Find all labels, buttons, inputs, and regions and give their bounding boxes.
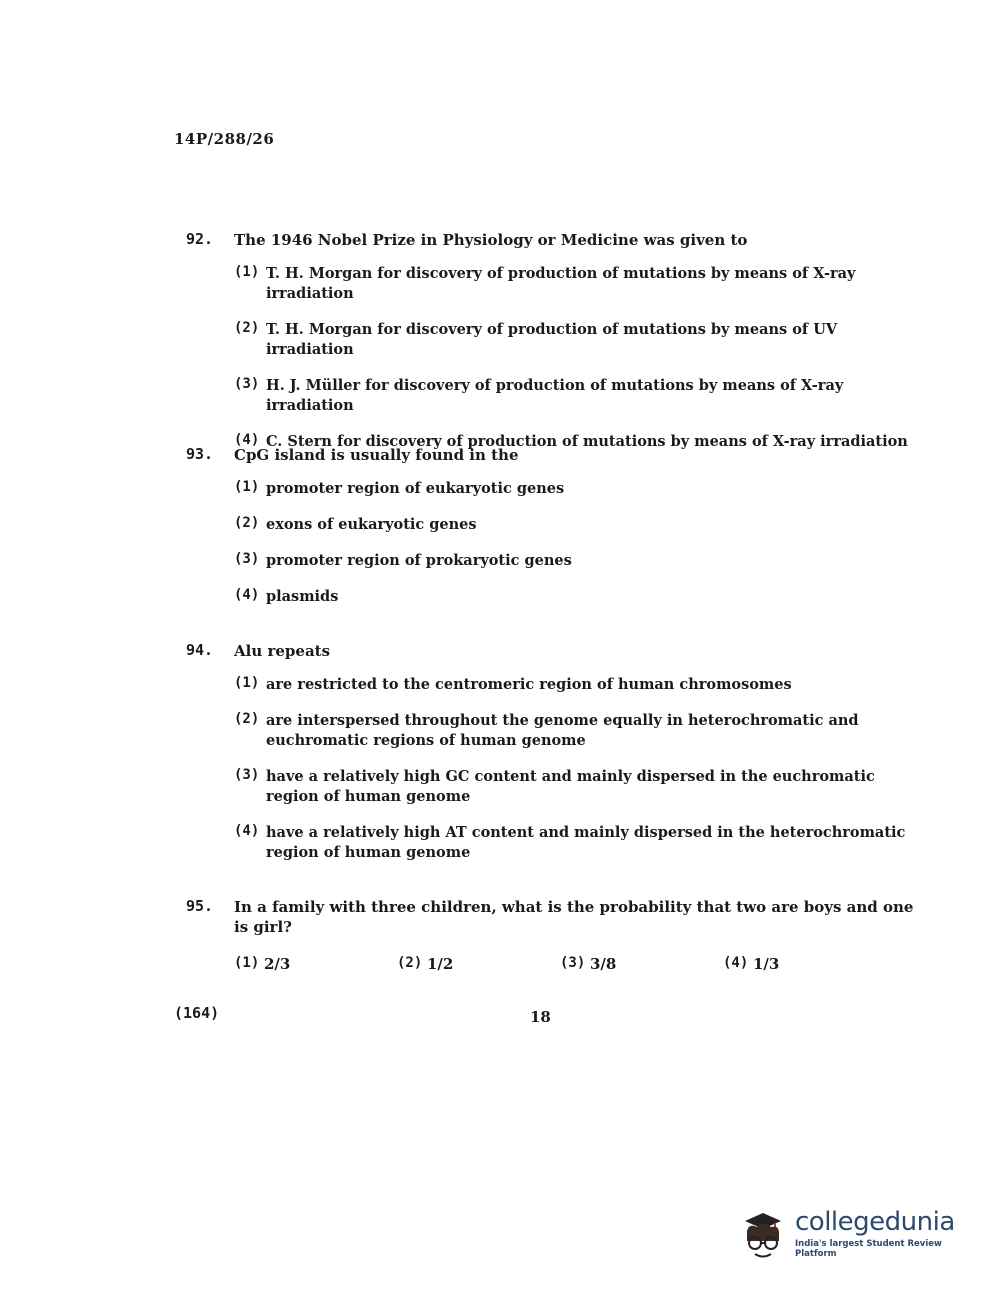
option-text: 1/2 (427, 955, 454, 973)
option-3[interactable] (560, 955, 723, 973)
question-95 (186, 897, 916, 973)
option-3[interactable] (234, 767, 916, 807)
option-text: T. H. Morgan for discovery of production of mutations by means of UV irradiation (266, 321, 838, 358)
page-number: 18 (530, 1008, 551, 1026)
question-text: The 1946 Nobel Prize in Physiology or Medicine was given to (234, 231, 748, 249)
question-93 (186, 445, 916, 623)
option-text: exons of eukaryotic genes (266, 516, 477, 533)
option-text: promoter region of eukaryotic genes (266, 480, 565, 497)
question-text: CpG island is usually found in the (234, 446, 519, 464)
option-text: have a relatively high AT content and mainly dispersed in the heterochromatic region of human genome (266, 824, 906, 861)
page-code: 14P/288/26 (174, 130, 275, 148)
option-number: (4) (234, 587, 260, 603)
option-4[interactable] (723, 955, 886, 973)
option-2[interactable] (234, 515, 916, 535)
question-number: 94. (186, 641, 214, 659)
option-number: (2) (234, 320, 260, 336)
option-number: (1) (234, 675, 260, 691)
option-text: 1/3 (753, 955, 780, 973)
paper-code: (164) (174, 1004, 220, 1022)
option-number: (4) (234, 823, 260, 839)
option-text: T. H. Morgan for discovery of production of mutations by means of X-ray irradiation (266, 265, 856, 302)
option-number: (1) (234, 479, 260, 495)
collegedunia-watermark (735, 1198, 965, 1268)
option-2[interactable] (234, 711, 916, 751)
question-number: 95. (186, 897, 214, 915)
question-number: 92. (186, 230, 214, 248)
question-94 (186, 641, 916, 879)
option-number: (3) (560, 955, 586, 971)
question-text: Alu repeats (234, 642, 331, 660)
option-text: are restricted to the centromeric region of human chromosomes (266, 676, 792, 693)
option-number: (2) (397, 955, 423, 971)
option-2[interactable] (397, 955, 560, 973)
option-1[interactable] (234, 675, 916, 695)
question-92 (186, 230, 916, 468)
option-list (234, 955, 916, 973)
option-3[interactable] (234, 376, 916, 416)
option-number: (3) (234, 376, 260, 392)
option-list (234, 264, 916, 452)
option-1[interactable] (234, 264, 916, 304)
option-number: (1) (234, 264, 260, 280)
option-list (234, 675, 916, 863)
option-text: are interspersed throughout the genome equally in heterochromatic and euchromatic regions of human genome (266, 712, 859, 749)
option-list (234, 479, 916, 607)
option-number: (3) (234, 767, 260, 783)
option-4[interactable] (234, 587, 916, 607)
option-text: 2/3 (264, 955, 291, 973)
brand-name: collegedunia (795, 1206, 955, 1237)
option-text: have a relatively high GC content and mainly dispersed in the euchromatic region of human genome (266, 768, 875, 805)
option-4[interactable] (234, 823, 916, 863)
option-1[interactable] (234, 955, 397, 973)
option-number: (3) (234, 551, 260, 567)
student-mascot-icon (735, 1201, 791, 1265)
option-text: plasmids (266, 588, 339, 605)
question-text: In a family with three children, what is the probability that two are boys and one is girl? (234, 898, 914, 936)
option-number: (1) (234, 955, 260, 971)
brand-tagline: India's largest Student Review Platform (795, 1238, 942, 1259)
option-number: (4) (723, 955, 749, 971)
option-text: 3/8 (590, 955, 617, 973)
option-number: (2) (234, 515, 260, 531)
option-number: (2) (234, 711, 260, 727)
option-2[interactable] (234, 320, 916, 360)
option-number: (4) (234, 432, 260, 448)
option-text: H. J. Müller for discovery of production of mutations by means of X-ray irradiation (266, 377, 844, 414)
option-3[interactable] (234, 551, 916, 571)
option-text: promoter region of prokaryotic genes (266, 552, 572, 569)
option-1[interactable] (234, 479, 916, 499)
question-number: 93. (186, 445, 214, 463)
option-text: C. Stern for discovery of production of mutations by means of X-ray irradiation (266, 433, 908, 450)
